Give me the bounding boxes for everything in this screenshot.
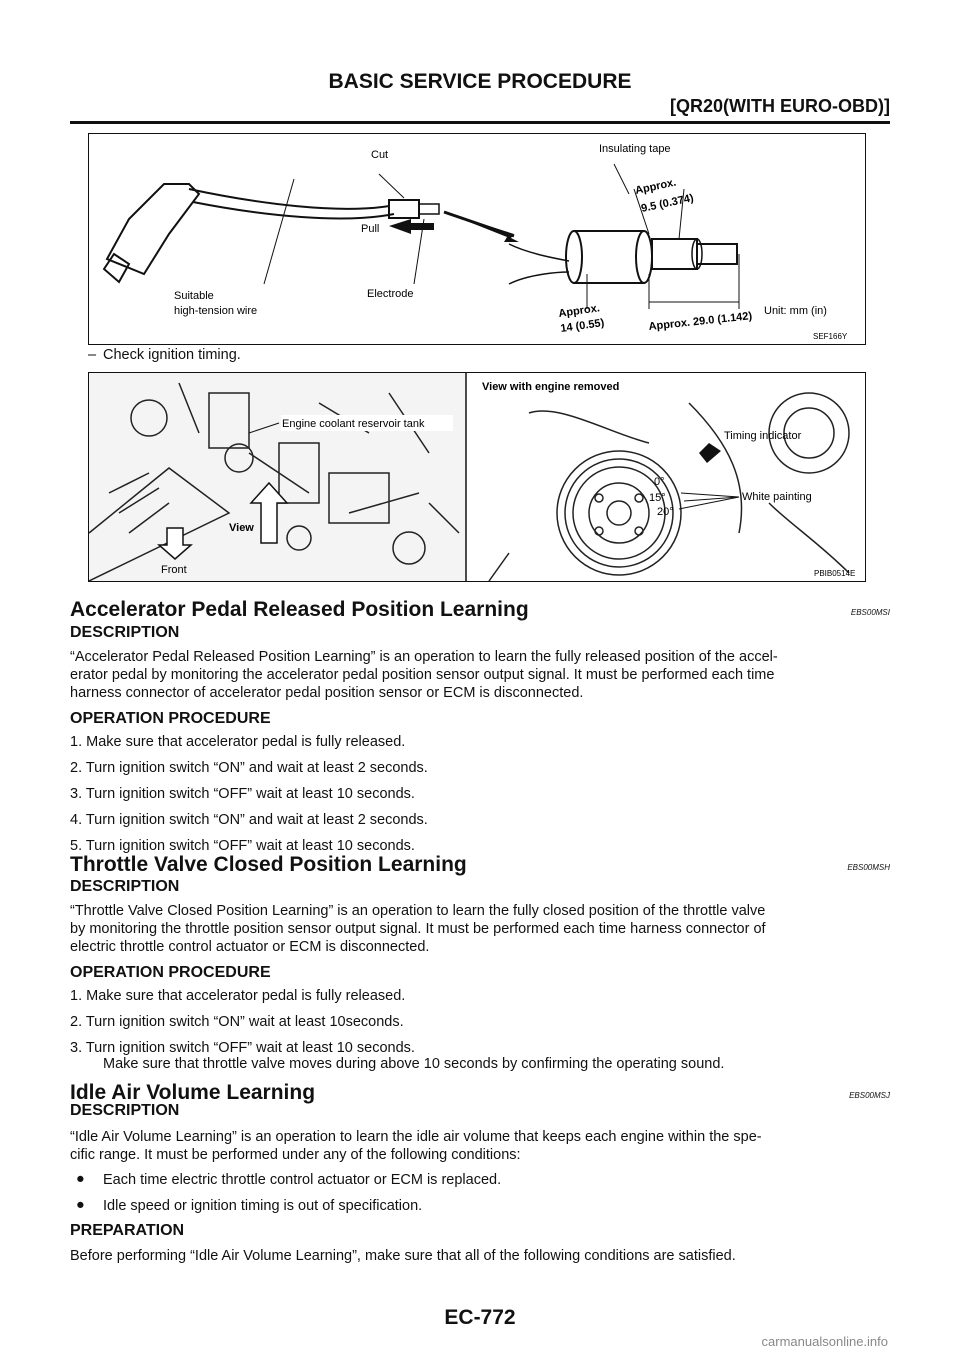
label-white-painting: White painting <box>742 491 812 503</box>
accelerator-step-3: 3. Turn ignition switch “OFF” wait at least 10 seconds. <box>70 786 415 802</box>
idle-air-description-line-1: “Idle Air Volume Learning” is an operation to learn the idle air volume that keeps each engine within the spe- <box>70 1129 762 1145</box>
section-code-throttle: EBS00MSH <box>847 863 890 872</box>
label-electrode: Electrode <box>367 288 414 300</box>
accelerator-step-2: 2. Turn ignition switch “ON” and wait at least 2 seconds. <box>70 760 428 776</box>
accelerator-step-4: 4. Turn ignition switch “ON” and wait at least 2 seconds. <box>70 812 428 828</box>
bullet-icon: ● <box>76 1171 85 1187</box>
label-zero-deg: 0° <box>654 476 665 488</box>
accelerator-description-line-2: erator pedal by monitoring the accelerator pedal position sensor output signal. It must be performed each time <box>70 667 775 683</box>
accelerator-description-heading: DESCRIPTION <box>70 624 180 641</box>
label-fifteen-deg: 15° <box>649 492 666 504</box>
step-check-dash: – <box>88 347 97 363</box>
section-title-accelerator: Accelerator Pedal Released Position Learning <box>70 598 529 621</box>
idle-air-description-line-2: cific range. It must be performed under any of the following conditions: <box>70 1147 521 1163</box>
label-view-engine-removed: View with engine removed <box>482 381 620 393</box>
idle-air-preparation-text: Before performing “Idle Air Volume Learning”, make sure that all of the following conditions are satisfied. <box>70 1248 736 1264</box>
accelerator-step-1: 1. Make sure that accelerator pedal is fully released. <box>70 734 406 750</box>
label-unit: Unit: mm (in) <box>764 305 827 317</box>
label-twenty-deg: 20° <box>657 506 674 518</box>
label-timing-indicator: Timing indicator <box>724 430 802 442</box>
throttle-step-3-continued: Make sure that throttle valve moves during above 10 seconds by confirming the operating sound. <box>103 1056 725 1072</box>
idle-air-description-heading: DESCRIPTION <box>70 1102 180 1119</box>
label-pull: Pull <box>361 223 380 235</box>
figure-ignition-timing <box>88 372 866 582</box>
bullet-icon: ● <box>76 1197 85 1213</box>
label-approx-2-value: 14 (0.55) <box>559 316 606 335</box>
label-suitable-1: Suitable <box>174 290 214 302</box>
throttle-operation-heading: OPERATION PROCEDURE <box>70 964 271 981</box>
page-header-subtitle: [QR20(WITH EURO-OBD)] <box>670 96 890 116</box>
label-approx-2: Approx. <box>557 302 601 320</box>
figure2-id: PBIB0514E <box>814 569 856 578</box>
section-code-accelerator: EBS00MSI <box>850 608 890 617</box>
spark-plug-wire-illustration <box>89 134 865 344</box>
accelerator-description-line-1: “Accelerator Pedal Released Position Learning” is an operation to learn the fully released position of the accel- <box>70 649 778 665</box>
accelerator-operation-heading: OPERATION PROCEDURE <box>70 710 271 727</box>
label-cut: Cut <box>371 149 389 161</box>
section-title-throttle: Throttle Valve Closed Position Learning <box>70 853 467 876</box>
throttle-description-line-1: “Throttle Valve Closed Position Learning” is an operation to learn the fully closed position of the throttle valve <box>70 903 766 919</box>
section-code-idle-air: EBS00MSJ <box>849 1091 890 1100</box>
label-approx-1: Approx. <box>634 176 678 197</box>
accelerator-description-line-3: harness connector of accelerator pedal position sensor or ECM is disconnected. <box>70 685 584 701</box>
label-coolant-tank: Engine coolant reservoir tank <box>282 418 425 430</box>
label-suitable-2: high-tension wire <box>174 305 258 317</box>
watermark: carmanualsonline.info <box>761 1334 888 1349</box>
label-approx-1-value: 9.5 (0.374) <box>640 192 695 215</box>
header-rule <box>70 121 890 124</box>
accelerator-step-5: 5. Turn ignition switch “OFF” wait at least 10 seconds. <box>70 838 415 854</box>
idle-air-preparation-heading: PREPARATION <box>70 1222 185 1239</box>
page-number: EC-772 <box>444 1306 516 1329</box>
section-title-idle-air: Idle Air Volume Learning <box>70 1081 316 1104</box>
throttle-description-line-2: by monitoring the throttle position sensor output signal. It must be performed each time harness connector of <box>70 921 766 937</box>
throttle-step-2: 2. Turn ignition switch “ON” wait at least 10seconds. <box>70 1014 404 1030</box>
throttle-description-heading: DESCRIPTION <box>70 878 180 895</box>
throttle-step-3: 3. Turn ignition switch “OFF” wait at least 10 seconds. <box>70 1040 415 1056</box>
throttle-step-1: 1. Make sure that accelerator pedal is fully released. <box>70 988 406 1004</box>
page-header-title: BASIC SERVICE PROCEDURE <box>328 70 632 93</box>
label-insulating-tape: Insulating tape <box>599 143 671 155</box>
label-front: Front <box>161 564 187 576</box>
label-view: View <box>229 522 254 534</box>
figure1-id: SEF166Y <box>813 332 848 341</box>
step-check-text: Check ignition timing. <box>103 347 241 363</box>
label-approx-3: Approx. 29.0 (1.142) <box>648 310 753 333</box>
ignition-timing-illustration <box>89 373 865 581</box>
figure-spark-plug-wire <box>88 133 866 345</box>
idle-air-condition-1: Each time electric throttle control actuator or ECM is replaced. <box>103 1172 502 1188</box>
throttle-description-line-3: electric throttle control actuator or ECM is disconnected. <box>70 939 430 955</box>
idle-air-condition-2: Idle speed or ignition timing is out of specification. <box>103 1198 423 1214</box>
